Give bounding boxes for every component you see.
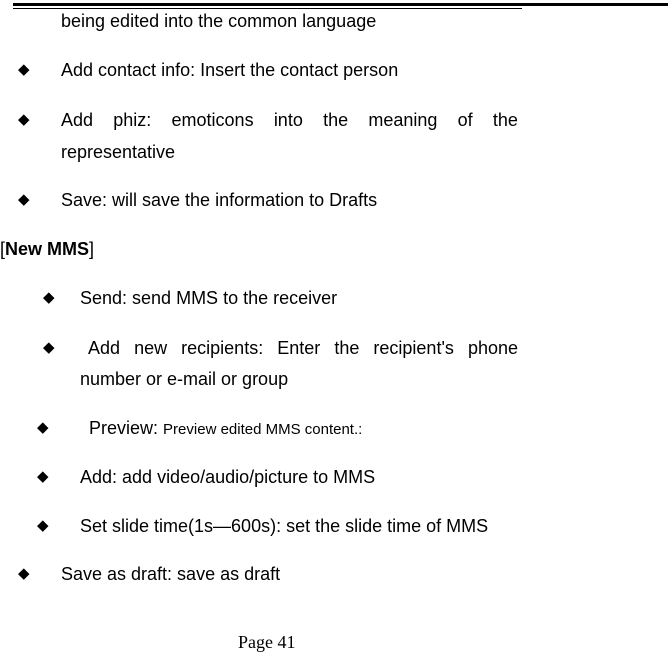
bracket-close: ] bbox=[89, 239, 95, 259]
diamond-bullet-icon: ◆ bbox=[18, 565, 30, 582]
item-save-as-draft: Save as draft: save as draft bbox=[61, 564, 281, 584]
word: the bbox=[323, 110, 349, 130]
item-save-drafts: Save: will save the information to Drafts bbox=[61, 190, 378, 210]
word: the bbox=[492, 110, 518, 130]
word: Add bbox=[61, 110, 94, 130]
item-preview bbox=[89, 417, 362, 441]
word: emoticons bbox=[171, 110, 254, 130]
word: into bbox=[273, 110, 303, 130]
section-title: New MMS bbox=[5, 239, 90, 259]
preview-description: Preview edited MMS content.: bbox=[163, 421, 363, 438]
word: Add bbox=[88, 338, 121, 358]
item-add-phiz bbox=[61, 109, 518, 131]
bracket-open: [ bbox=[0, 239, 6, 259]
word: recipients: bbox=[181, 338, 264, 358]
diamond-bullet-icon: ◆ bbox=[43, 339, 55, 356]
diamond-bullet-icon: ◆ bbox=[37, 468, 49, 485]
item-add-new-recipients bbox=[88, 337, 518, 359]
word: meaning bbox=[368, 110, 438, 130]
word: phiz: bbox=[113, 110, 152, 130]
page-number: Page 41 bbox=[238, 632, 296, 652]
word: Enter bbox=[277, 338, 321, 358]
item-add-media: Add: add video/audio/picture to MMS bbox=[80, 467, 376, 487]
word: new bbox=[134, 338, 168, 358]
header-rule-thick bbox=[13, 3, 668, 6]
section-heading-new-mms bbox=[0, 238, 94, 260]
diamond-bullet-icon: ◆ bbox=[18, 111, 30, 128]
word: recipient's bbox=[373, 338, 454, 358]
diamond-bullet-icon: ◆ bbox=[43, 289, 55, 306]
header-rule-thin bbox=[13, 8, 522, 9]
preview-label: Preview: bbox=[89, 418, 159, 438]
diamond-bullet-icon: ◆ bbox=[18, 191, 30, 208]
item-send: Send: send MMS to the receiver bbox=[80, 288, 338, 308]
diamond-bullet-icon: ◆ bbox=[37, 517, 49, 534]
item-set-slide-time: Set slide time(1s—600s): set the slide time of MMS bbox=[80, 516, 489, 536]
continuation-text: being edited into the common language bbox=[61, 11, 377, 31]
item-add-contact-info: Add contact info: Insert the contact person bbox=[61, 60, 399, 80]
word: phone bbox=[467, 338, 518, 358]
diamond-bullet-icon: ◆ bbox=[37, 419, 49, 436]
word: of bbox=[457, 110, 473, 130]
diamond-bullet-icon: ◆ bbox=[18, 61, 30, 78]
item-add-phiz-continuation: representative bbox=[61, 142, 176, 162]
word: the bbox=[334, 338, 360, 358]
item-add-new-recipients-continuation: number or e-mail or group bbox=[80, 369, 289, 389]
